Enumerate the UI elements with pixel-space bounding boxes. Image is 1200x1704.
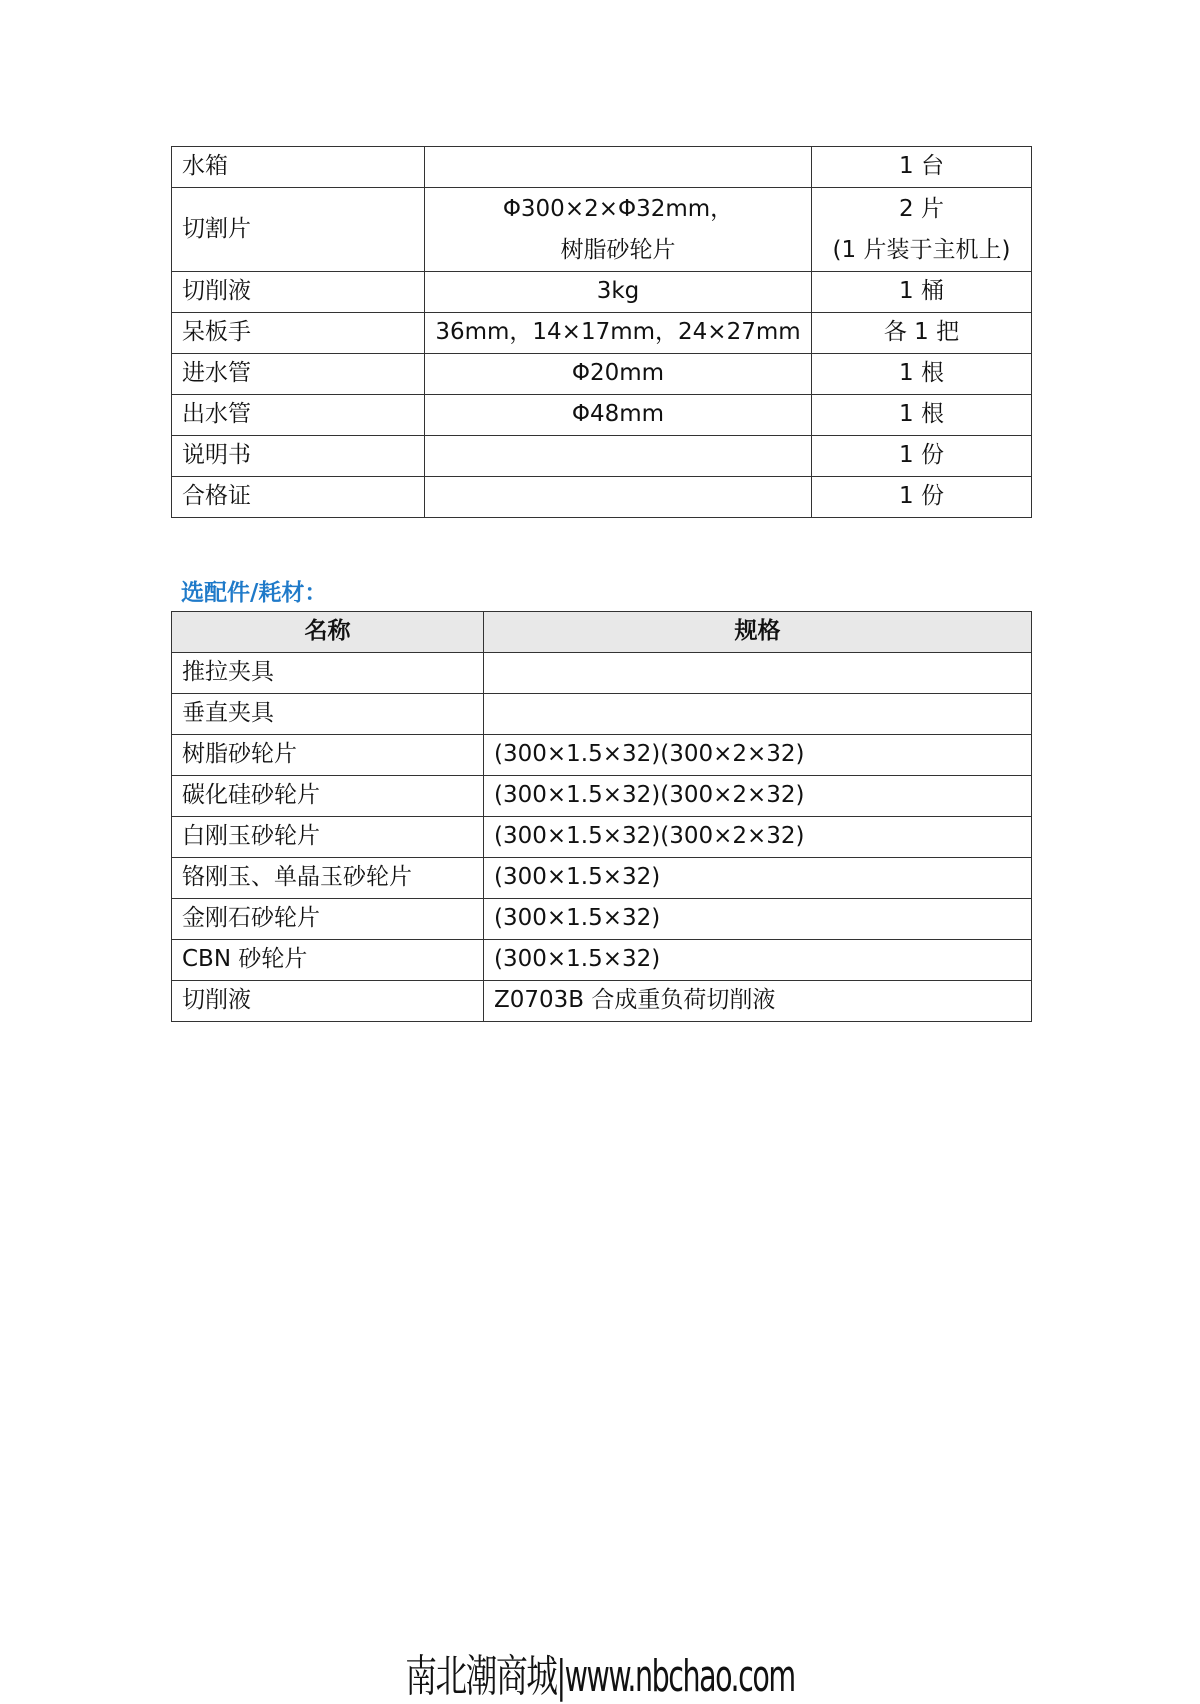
item-qty-note: (1 片装于主机上) — [832, 236, 1011, 263]
item-spec — [425, 436, 812, 477]
table-row — [172, 147, 1032, 188]
table-row — [172, 981, 1032, 1022]
table-row — [172, 272, 1032, 313]
item-spec: Φ48mm — [425, 395, 812, 436]
option-name: 切削液 — [172, 981, 484, 1022]
table-row — [172, 940, 1032, 981]
item-spec-cell — [425, 188, 812, 272]
option-spec: (300×1.5×32) — [484, 940, 1032, 981]
table-row — [172, 653, 1032, 694]
item-qty: 1 台 — [812, 147, 1032, 188]
item-spec: 3kg — [425, 272, 812, 313]
item-qty: 2 片 — [899, 195, 944, 222]
item-qty: 1 根 — [812, 395, 1032, 436]
options-section-title: 选配件/耗材： — [181, 580, 328, 606]
items-table — [171, 146, 1032, 518]
option-name: 树脂砂轮片 — [172, 735, 484, 776]
table-row — [172, 354, 1032, 395]
table-header-row — [172, 612, 1032, 653]
table-row — [172, 436, 1032, 477]
item-name: 切削液 — [172, 272, 425, 313]
option-spec — [484, 653, 1032, 694]
item-qty: 1 根 — [812, 354, 1032, 395]
item-name: 呆板手 — [172, 313, 425, 354]
option-spec: (300×1.5×32) — [484, 899, 1032, 940]
option-spec: (300×1.5×32)(300×2×32) — [484, 817, 1032, 858]
column-header-name: 名称 — [172, 612, 484, 653]
item-qty-cell — [812, 188, 1032, 272]
table-row — [172, 899, 1032, 940]
table-row — [172, 858, 1032, 899]
option-spec — [484, 694, 1032, 735]
options-table — [171, 611, 1032, 1022]
item-name: 出水管 — [172, 395, 425, 436]
option-spec: Z0703B 合成重负荷切削液 — [484, 981, 1032, 1022]
item-name: 水箱 — [172, 147, 425, 188]
item-name: 进水管 — [172, 354, 425, 395]
option-name: 碳化硅砂轮片 — [172, 776, 484, 817]
table-row — [172, 776, 1032, 817]
table-row — [172, 313, 1032, 354]
footer-watermark: 南北潮商城|www.nbchao.com — [405, 1651, 795, 1702]
item-spec: Φ300×2×Φ32mm， — [502, 195, 734, 222]
table-row — [172, 817, 1032, 858]
item-name: 说明书 — [172, 436, 425, 477]
column-header-spec: 规格 — [484, 612, 1032, 653]
option-name: 铬刚玉、单晶玉砂轮片 — [172, 858, 484, 899]
item-qty: 各 1 把 — [812, 313, 1032, 354]
table-row — [172, 694, 1032, 735]
option-spec: (300×1.5×32) — [484, 858, 1032, 899]
option-name: 金刚石砂轮片 — [172, 899, 484, 940]
table-row — [172, 477, 1032, 518]
option-name: 白刚玉砂轮片 — [172, 817, 484, 858]
item-qty: 1 桶 — [812, 272, 1032, 313]
table-row — [172, 395, 1032, 436]
option-name: CBN 砂轮片 — [172, 940, 484, 981]
option-spec: (300×1.5×32)(300×2×32) — [484, 735, 1032, 776]
item-spec: Φ20mm — [425, 354, 812, 395]
item-name: 切割片 — [172, 188, 425, 272]
item-spec-line2: 树脂砂轮片 — [560, 236, 676, 263]
option-spec: (300×1.5×32)(300×2×32) — [484, 776, 1032, 817]
item-name: 合格证 — [172, 477, 425, 518]
table-row — [172, 735, 1032, 776]
table-row — [172, 188, 1032, 272]
item-spec: 36mm，14×17mm，24×27mm — [425, 313, 812, 354]
option-name: 推拉夹具 — [172, 653, 484, 694]
option-name: 垂直夹具 — [172, 694, 484, 735]
item-spec — [425, 477, 812, 518]
item-qty: 1 份 — [812, 436, 1032, 477]
item-spec — [425, 147, 812, 188]
item-qty: 1 份 — [812, 477, 1032, 518]
